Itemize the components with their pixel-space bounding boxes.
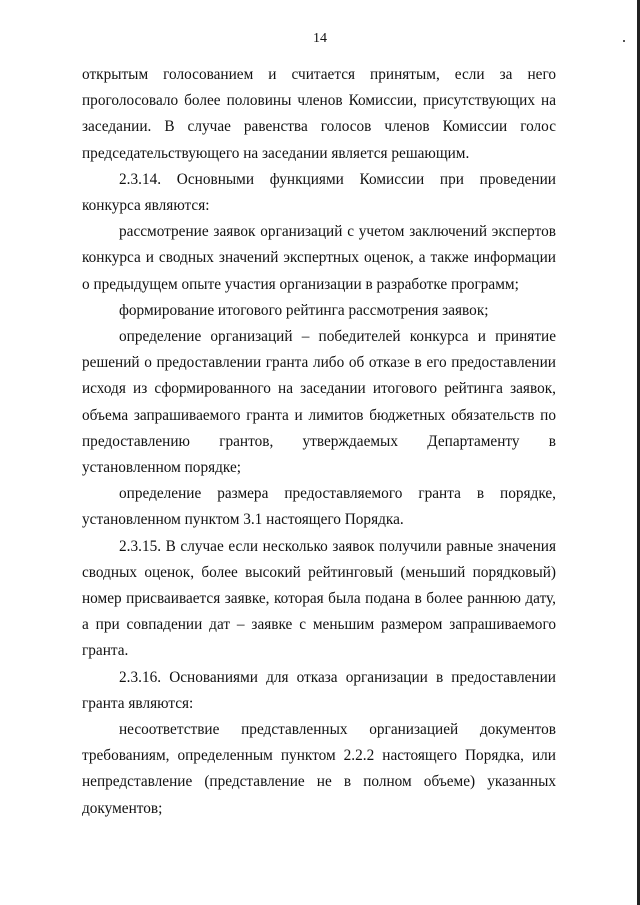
paragraph-function-amount: определение размера предоставляемого гранта в порядке, установленном пунктом 3.1 настоящего Порядка. [82,485,556,529]
paragraph-function-rating: формирование итогового рейтинга рассмотрения заявок; [119,301,489,319]
page-number: 14 [313,31,327,46]
document-body [82,62,556,822]
scan-speck [623,40,625,42]
paragraph-2-3-14: 2.3.14. Основными функциями Комиссии при проведении конкурса являются: [82,170,556,215]
paragraph-2-3-15: 2.3.15. В случае если несколько заявок получили равные значения сводных оценок, более высокий рейтинговый (меньший порядковый) номер присваивается заявке, которая была подана в более раннюю дату, а при совпадении дат – заявке с меньшим размером запрашиваемого гранта. [82,537,556,660]
paragraph-function-review: рассмотрение заявок организаций с учетом заключений экспертов конкурса и сводных значений экспертных оценок, а также информации о предыдущем опыте участия организации в разработке программ; [82,223,556,293]
paragraph-2-3-16: 2.3.16. Основаниями для отказа организации в предоставлении гранта являются: [82,668,556,712]
paragraph-refusal-noncompliance: несоответствие представленных организацией документов требованиям, определенным пунктом 2.2.2 настоящего Порядка, или непредставление (представление не в полном объеме) указанных документов; [82,721,556,817]
paragraph-function-winners: определение организаций – победителей конкурса и принятие решений о предоставлении гранта либо об отказе в его предоставлении исходя из сформированного на заседании итогового рейтинга заявок, объема запрашиваемого гранта и лимитов бюджетных обязательств по предоставлению грантов, утверждаемых Департаменту в установленном порядке; [82,328,556,477]
paragraph-voting-continuation: открытым голосованием и считается принятым, если за него проголосовало более половины членов Комиссии, присутствующих на заседании. В случае равенства голосов членов Комиссии голос председательствующего на заседании является решающим. [82,66,556,162]
